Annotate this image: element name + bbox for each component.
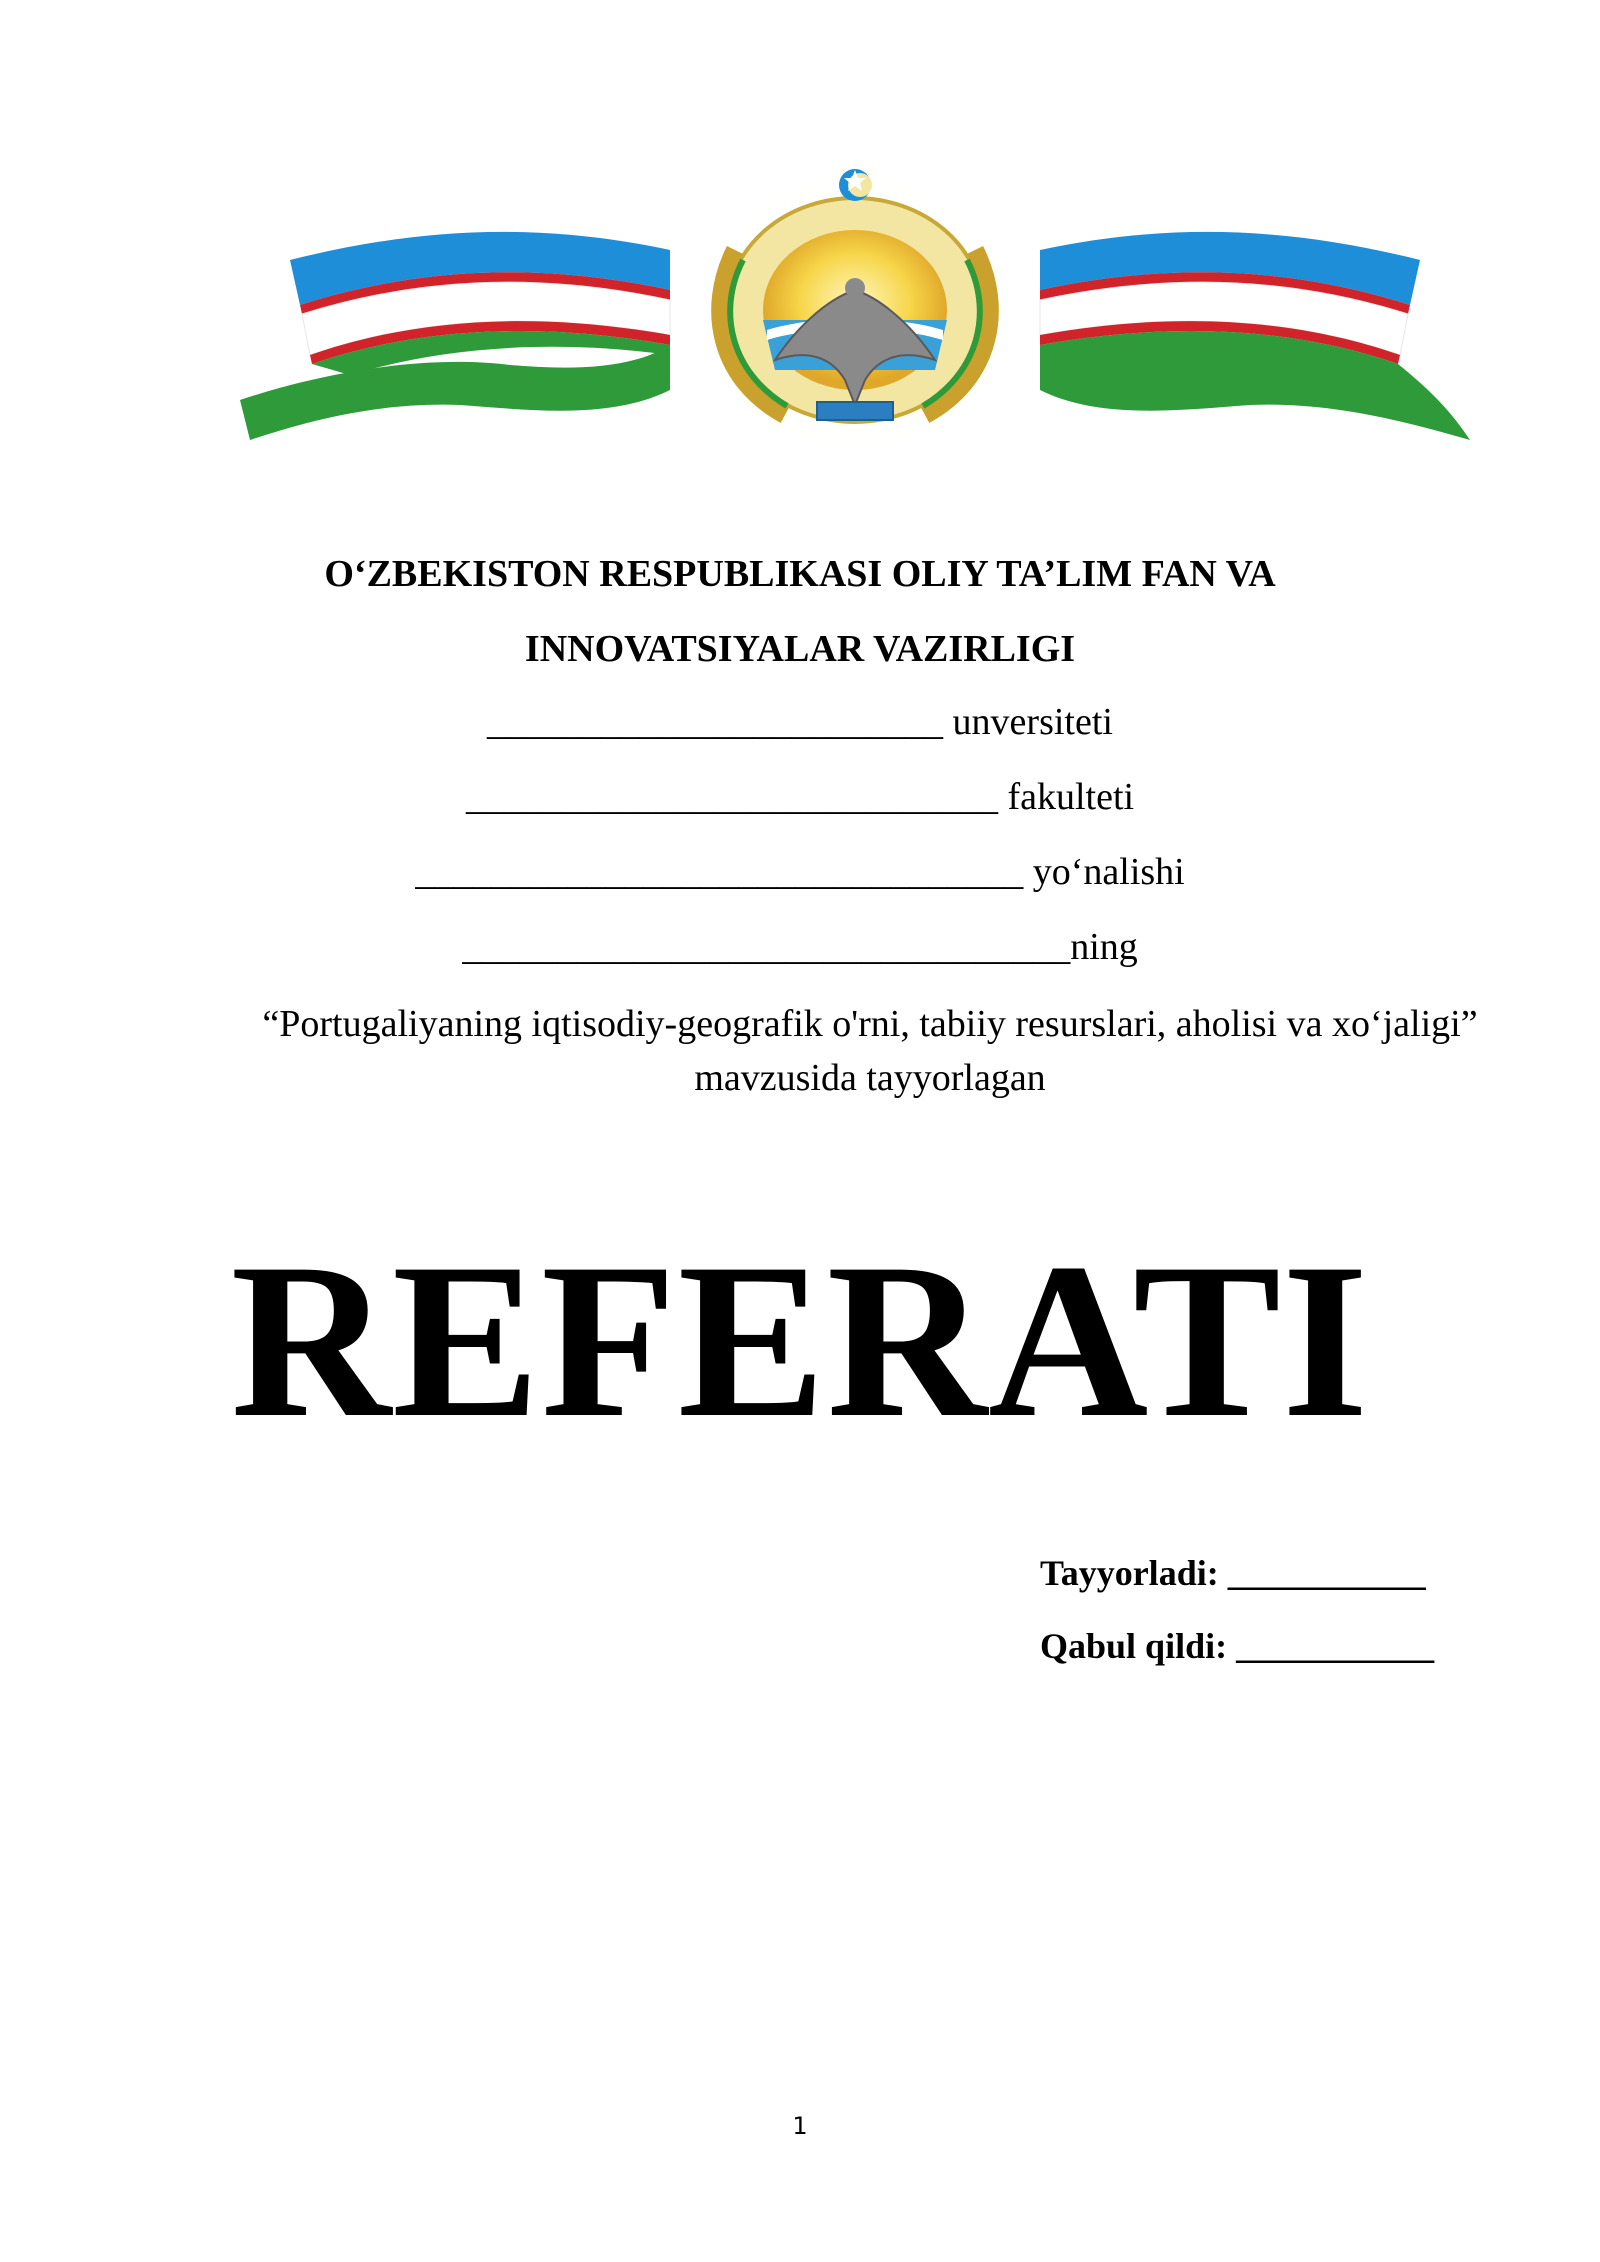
university-field: ________________________ unversiteti <box>487 701 1113 743</box>
faculty-field: ____________________________ fakulteti <box>465 776 1135 818</box>
flag-ribbon-right <box>1040 232 1470 440</box>
page-number: 1 <box>792 2112 808 2140</box>
ministry-title-line2: INNOVATSIYALAR VAZIRLIGI <box>524 628 1076 670</box>
prepared-by-field: Tayyorladi: ___________ <box>1040 1553 1426 1593</box>
accepted-by-field: Qabul qildi: ___________ <box>1040 1626 1435 1666</box>
ministry-title-line1: O‘ZBEKISTON RESPUBLIKASI OLIY TA’LIM FAN VA <box>324 553 1276 595</box>
topic-text: “Portugaliyaning iqtisodiy-geografik o'rni, tabiiy resurslari, aholisi va xo‘jaligi” mavzusida tayyorlagan <box>262 1003 1478 1099</box>
direction-field: ________________________________ yo‘nalishi <box>415 851 1185 893</box>
state-emblem-flag-image <box>230 140 1480 470</box>
student-field: ________________________________ning <box>462 926 1138 968</box>
flag-ribbon-left <box>240 232 670 440</box>
document-title: REFERATI <box>230 1218 1370 1464</box>
coat-of-arms <box>705 160 1005 460</box>
